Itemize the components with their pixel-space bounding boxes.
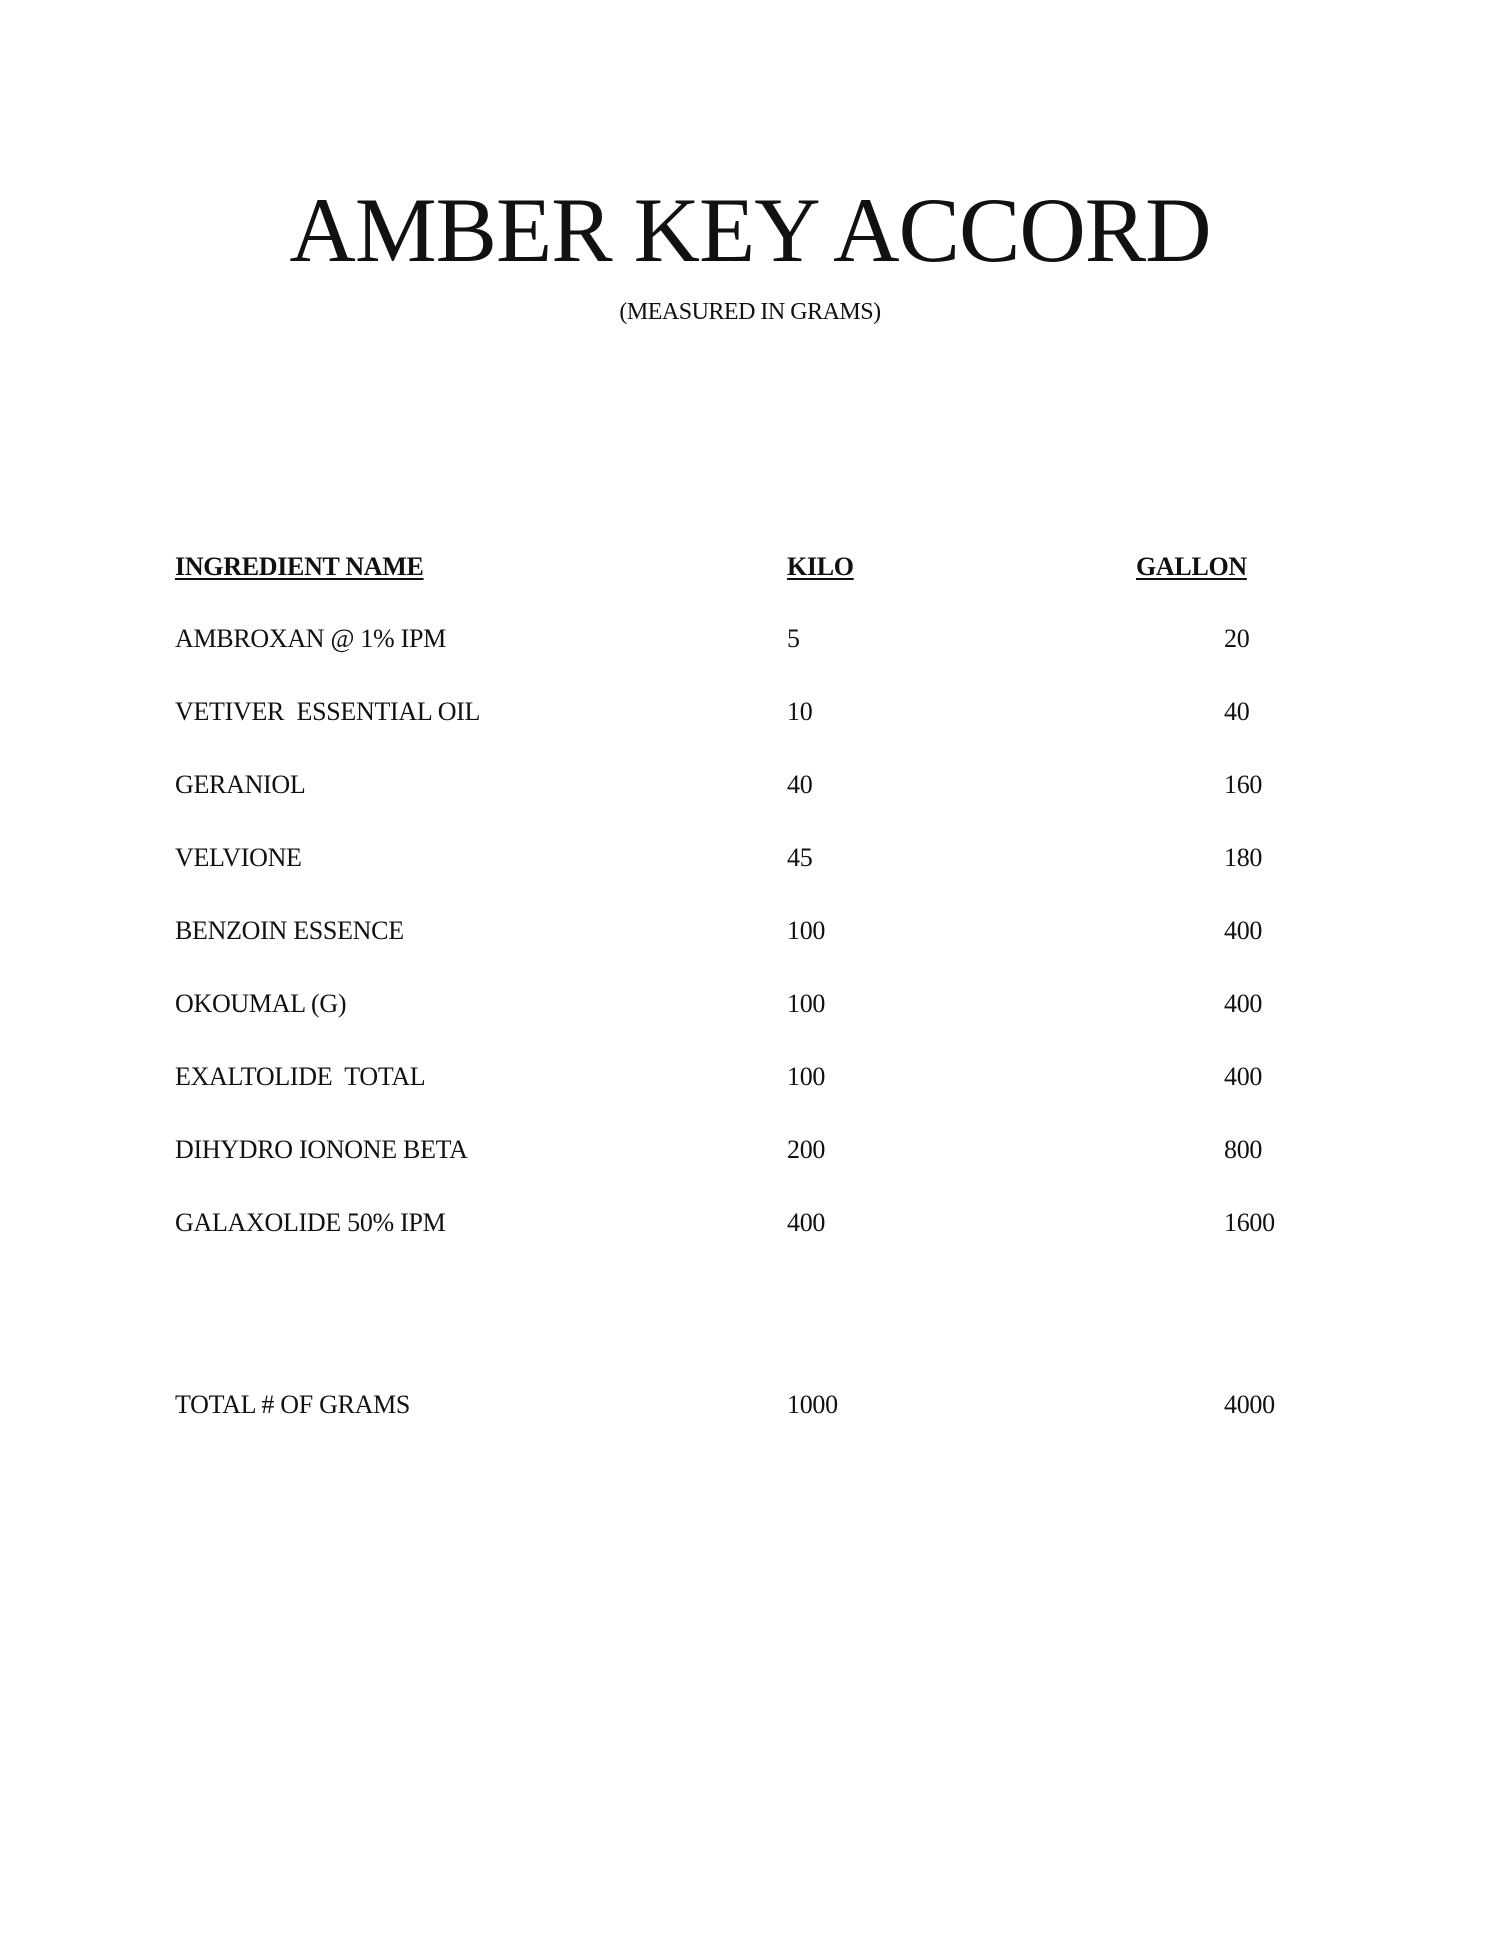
- ingredient-name: OKOUMAL (G): [175, 989, 347, 1018]
- ingredient-name: DIHYDRO IONONE BETA: [175, 1135, 468, 1164]
- ingredient-name: GALAXOLIDE 50% IPM: [175, 1208, 446, 1237]
- document-title: AMBER KEY ACCORD: [289, 179, 1211, 281]
- ingredient-name: AMBROXAN @ 1% IPM: [175, 624, 446, 653]
- gallon-value: 400: [1224, 916, 1263, 945]
- kilo-value: 45: [787, 843, 813, 872]
- total-label: TOTAL # OF GRAMS: [175, 1390, 411, 1419]
- gallon-value: 400: [1224, 1062, 1263, 1091]
- total-kilo: 1000: [787, 1390, 838, 1419]
- kilo-value: 100: [787, 989, 826, 1018]
- header-gallon: GALLON: [1136, 552, 1247, 581]
- gallon-value: 1600: [1224, 1208, 1275, 1237]
- gallon-value: 20: [1224, 624, 1250, 653]
- ingredient-name: BENZOIN ESSENCE: [175, 916, 404, 945]
- gallon-value: 800: [1224, 1135, 1263, 1164]
- gallon-value: 160: [1224, 770, 1263, 799]
- total-gallon: 4000: [1224, 1390, 1275, 1419]
- ingredient-name: EXALTOLIDE TOTAL: [175, 1062, 426, 1091]
- kilo-value: 40: [787, 770, 813, 799]
- header-kilo: KILO: [787, 552, 854, 581]
- document-subtitle: (MEASURED IN GRAMS): [619, 299, 881, 325]
- kilo-value: 100: [787, 1062, 826, 1091]
- ingredient-name: GERANIOL: [175, 770, 306, 799]
- kilo-value: 5: [787, 624, 800, 653]
- kilo-value: 400: [787, 1208, 826, 1237]
- ingredient-name: VETIVER ESSENTIAL OIL: [175, 697, 481, 726]
- kilo-value: 10: [787, 697, 813, 726]
- header-ingredient-name: INGREDIENT NAME: [175, 552, 424, 581]
- kilo-value: 200: [787, 1135, 826, 1164]
- kilo-value: 100: [787, 916, 826, 945]
- ingredient-name: VELVIONE: [175, 843, 302, 872]
- gallon-value: 40: [1224, 697, 1250, 726]
- gallon-value: 400: [1224, 989, 1263, 1018]
- gallon-value: 180: [1224, 843, 1263, 872]
